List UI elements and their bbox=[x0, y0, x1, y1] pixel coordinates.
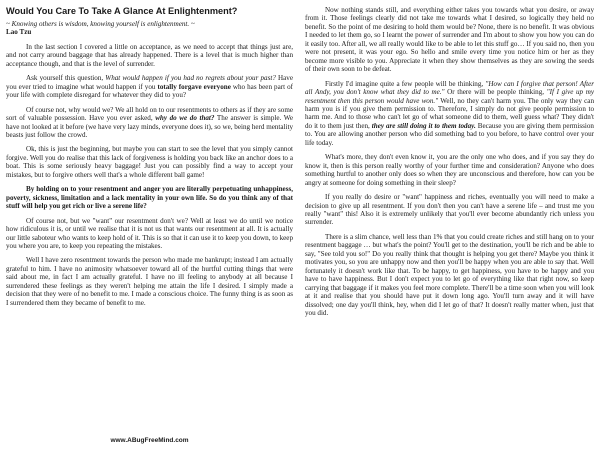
page-title: Would You Care To Take A Glance At Enlightenment? bbox=[6, 6, 238, 16]
paragraph: Now nothing stands still, and everything either takes you towards what you desire, or away from it. Those feelings clearly did not take me towards what I desired, so logically they held no benefit. So the point of me desiring to hold them would be? None, there is no benefit. It was obvious I needed to let them go, so I learnt the power of surrender and I'm about to show you how you can do it easily too. After all, we all really would like to be able to let this stuff go… If you said no, then you were not present, it was your ego. So hello and smile every time you notice him or her as they become more visible to you. Appreciate it when they show themselves as they are sowing the seeds of their own soon to be defeat. bbox=[305, 6, 594, 74]
right-column bbox=[305, 6, 594, 323]
epigraph-author: Lao Tzu bbox=[6, 28, 32, 37]
paragraph: If you really do desire or "want" happiness and riches, eventually you will need to make a decision to give up all resentment. If you don't then you can't have a serene life – and trust me you really "want" this! Also it is extremely unlikely that you'll ever become abundantly rich unless you surrender. bbox=[305, 193, 594, 227]
paragraph: In the last section I covered a little on acceptance, as we need to accept that things just are, and not carry around baggage that has already happened. There is a level that is much higher than acceptance though, and that is the level of surrender. bbox=[6, 42, 293, 68]
paragraph-emphasis: By holding on to your resentment and anger you are literally perpetuating unhappiness, poverty, sickness, limitation and a lack mentality in your own life. So do you think any of that stuff will help you get rich or live a serene life? bbox=[6, 185, 293, 211]
epigraph-quote: ~ Knowing others is wisdom, knowing yourself is enlightenment. ~ bbox=[6, 20, 195, 28]
paragraph: Ask yourself this question, What would happen if you had no regrets about your past? Have you ever tried to imagine what would happen if you totally forgave everyone who has been part of your life with complete disregard for whatever they did to you? bbox=[6, 74, 293, 100]
left-column bbox=[6, 6, 293, 313]
paragraph: Of course not, why would we? We all hold on to our resentments to others as if they are some sort of valuable possession. Have you ever asked, why do we do that? The answer is simple. We have not looked at it before (we have very lazy minds, everyone does it), so we, being herd mentality beasts just follow the crowd. bbox=[6, 105, 294, 139]
paragraph: Of course not, but we "want" our resentment don't we? Well at least we do until we notice how ridiculous it is, or until we realise that it is not us that wants our resentment at all. It is actually our little saboteur who wants to keep hold of it. This is so that it can use it to keep you down, to keep you where you are, to keep you repeating the mistakes. bbox=[6, 216, 293, 250]
paragraph: Firstly I'd imagine quite a few people will be thinking, "How can I forgive that person! After all Andy, you don't know what they did to me." Or there will be people thinking, "If I give up my resentment then this person would have won." Well, no they can't harm you. The only way they can harm you is if you give them permission to. Therefore, I simply do not give people permission to harm me. And to those who can't let go of what someone did to them, well guess what? They didn't do it to them just then, they are still doing it to them today. Because you are giving them permission to. You are allowing another person who did something bad to you before, to have control over your life today. bbox=[305, 79, 595, 147]
paragraph: Well I have zero resentment towards the person who made me bankrupt; instead I am actually grateful to him. I have no animosity whatsoever toward all of the hurtful cutting things that were said about me, in fact I am actually grateful. I have no ill feeling to anybody at all because I surrendered these feelings as they weren't helping me attain the life I desired. I simply made a decision that they were of no benefit to me. I made a conscious choice. The funny thing is as soon as I surrendered them they became of benefit to me. bbox=[6, 256, 293, 307]
paragraph: There is a slim chance, well less than 1% that you could create riches and still hang on to your resentment baggage … but what's the point? You'll get to the destination, you'll be rich and be able to say, "See told you so!" Do you really think that thought is helping you get there? Maybe you think it motivates you, so you are unhappy now and then you'll be happy when you are able to say that. Well fortunately it doesn't work like that. To be happy, to get happiness, you have to be happy and you have to have happiness. But I don't expect you to let go of everything like that right now, so keep carrying that baggage if it makes you feel more complete. There'll be a time soon when you will look at it and realise that you should have put it down long ago. You'll turn away and it will have dissolved; one day you'll think, hey, when did I let go of that? It doesn't really matter when, just that you did. bbox=[305, 232, 594, 317]
footer-url: www.ABugFreeMind.com bbox=[110, 437, 189, 444]
paragraph: What's more, they don't even know it, you are the only one who does, and if you say they do know it, then is this person really worthy of your further time and consideration? Anyone who does something hurtful to another only does so when they are unconscious and therefore, how can you be angry at someone for doing something in their sleep? bbox=[305, 153, 594, 187]
paragraph: Ok, this is just the beginning, but maybe you can start to see the level that you simply cannot forgive. Well you do realise that this lack of forgiveness is holding you back like an anchor does to a boat. This is some seriously heavy baggage! Just you can possibly find a way to accept your mistakes, but to forgive others well that's a whole different ball game! bbox=[6, 145, 293, 179]
